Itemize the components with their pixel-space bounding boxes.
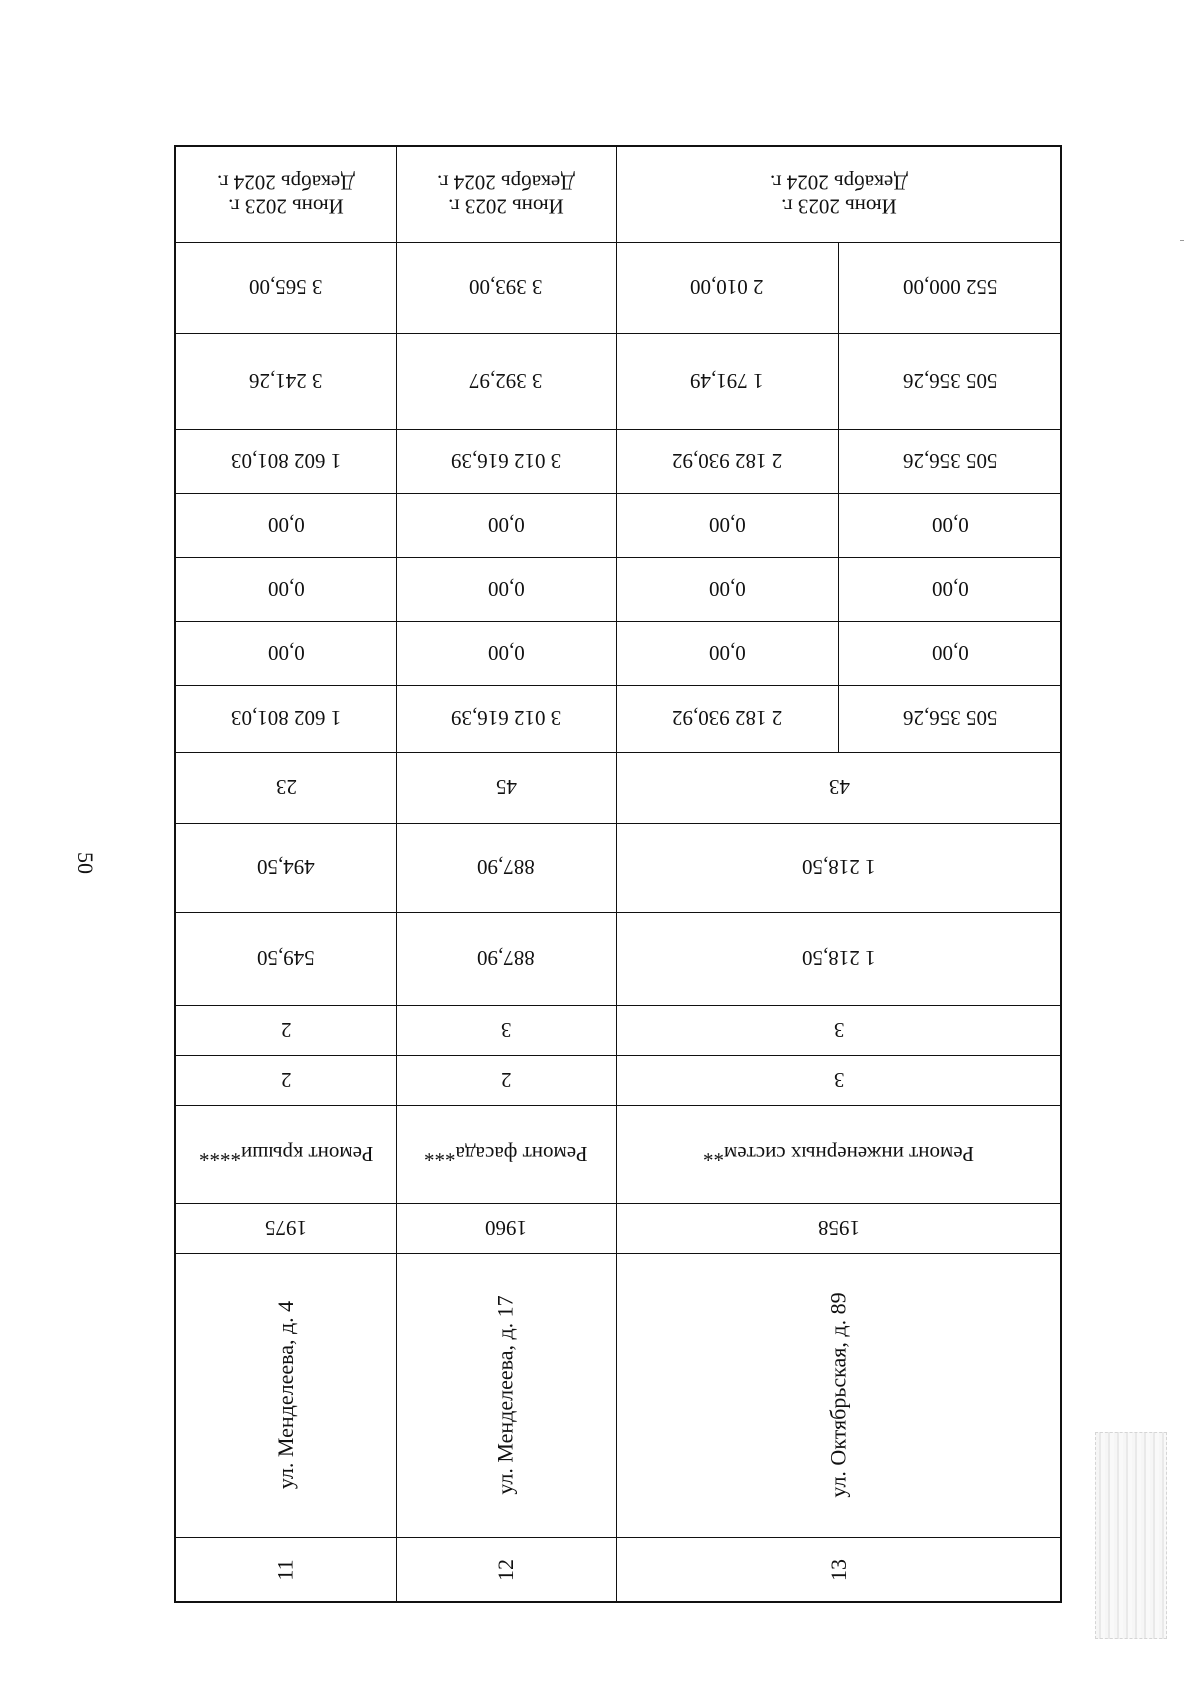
zero-cell: 0,00 — [708, 641, 746, 666]
address-cell-11: ул. Менделеева, д. 4 — [273, 1300, 298, 1490]
zero-cell: 0,00 — [708, 577, 746, 602]
residents-cell: 43 — [828, 775, 850, 800]
margin-mark — [1180, 240, 1184, 241]
limit-cost-cell: 3 393,00 — [469, 275, 543, 300]
zero-cell: 0,00 — [708, 513, 746, 538]
limit-cost-cell: 3 565,00 — [249, 275, 323, 300]
total-cost-cell: 505 356,26 — [902, 449, 998, 474]
area-cell: 887,90 — [477, 855, 535, 880]
zero-cell: 0,00 — [267, 513, 305, 538]
year-cell: 1960 — [485, 1216, 527, 1241]
zero-cell: 0,00 — [931, 641, 969, 666]
count-cell: 2 — [280, 1068, 292, 1093]
address-cell-12: ул. Менделеева, д. 17 — [493, 1295, 518, 1495]
row-number-cell: 11 — [273, 1559, 298, 1581]
page-number: 50 — [73, 852, 98, 874]
area-cell: 887,90 — [477, 946, 535, 971]
zero-cell: 0,00 — [267, 641, 305, 666]
total-cost-cell: 1 602 801,03 — [230, 449, 342, 474]
total-cost-cell: 1 602 801,03 — [230, 706, 342, 731]
year-cell: 1975 — [265, 1216, 307, 1241]
period-cell-11: Июнь 2023 г. Декабрь 2024 г. — [217, 170, 355, 219]
unit-cost-cell: 1 791,49 — [690, 369, 764, 394]
total-cost-cell: 505 356,26 — [902, 706, 998, 731]
limit-cost-cell: 552 000,00 — [902, 275, 998, 300]
area-cell: 549,50 — [257, 946, 315, 971]
area-cell: 1 218,50 — [802, 946, 876, 971]
count-cell: 3 — [500, 1018, 512, 1043]
data-table — [174, 145, 1062, 1603]
zero-cell: 0,00 — [267, 577, 305, 602]
zero-cell: 0,00 — [487, 577, 525, 602]
period-cell-13: Июнь 2023 г. Декабрь 2024 г. — [770, 170, 908, 219]
year-cell: 1958 — [818, 1216, 860, 1241]
area-cell: 494,50 — [257, 855, 315, 880]
area-cell: 1 218,50 — [802, 855, 876, 880]
registration-stamp — [1095, 1432, 1167, 1639]
work-type-cell: Ремонт крыши**** — [198, 1142, 374, 1167]
zero-cell: 0,00 — [487, 513, 525, 538]
unit-cost-cell: 505 356,26 — [902, 369, 998, 394]
count-cell: 2 — [500, 1068, 512, 1093]
limit-cost-cell: 2 010,00 — [690, 275, 764, 300]
zero-cell: 0,00 — [487, 641, 525, 666]
zero-cell: 0,00 — [931, 577, 969, 602]
total-cost-cell: 2 182 930,92 — [671, 449, 783, 474]
address-cell-13: ул. Октябрьская, д. 89 — [825, 1292, 851, 1498]
period-cell-12: Июнь 2023 г. Декабрь 2024 г. — [437, 170, 575, 219]
zero-cell: 0,00 — [931, 513, 969, 538]
row-number-cell: 13 — [826, 1559, 851, 1581]
count-cell: 2 — [280, 1018, 292, 1043]
unit-cost-cell: 3 241,26 — [249, 369, 323, 394]
residents-cell: 45 — [495, 775, 517, 800]
count-cell: 3 — [833, 1068, 845, 1093]
total-cost-cell: 3 012 616,39 — [450, 449, 562, 474]
work-type-cell: Ремонт инженерных систем** — [703, 1142, 975, 1167]
row-number-cell: 12 — [493, 1559, 518, 1581]
unit-cost-cell: 3 392,97 — [469, 369, 543, 394]
count-cell: 3 — [833, 1018, 845, 1043]
residents-cell: 23 — [275, 775, 297, 800]
total-cost-cell: 2 182 930,92 — [671, 706, 783, 731]
work-type-cell: Ремонт фасада*** — [424, 1142, 588, 1167]
total-cost-cell: 3 012 616,39 — [450, 706, 562, 731]
